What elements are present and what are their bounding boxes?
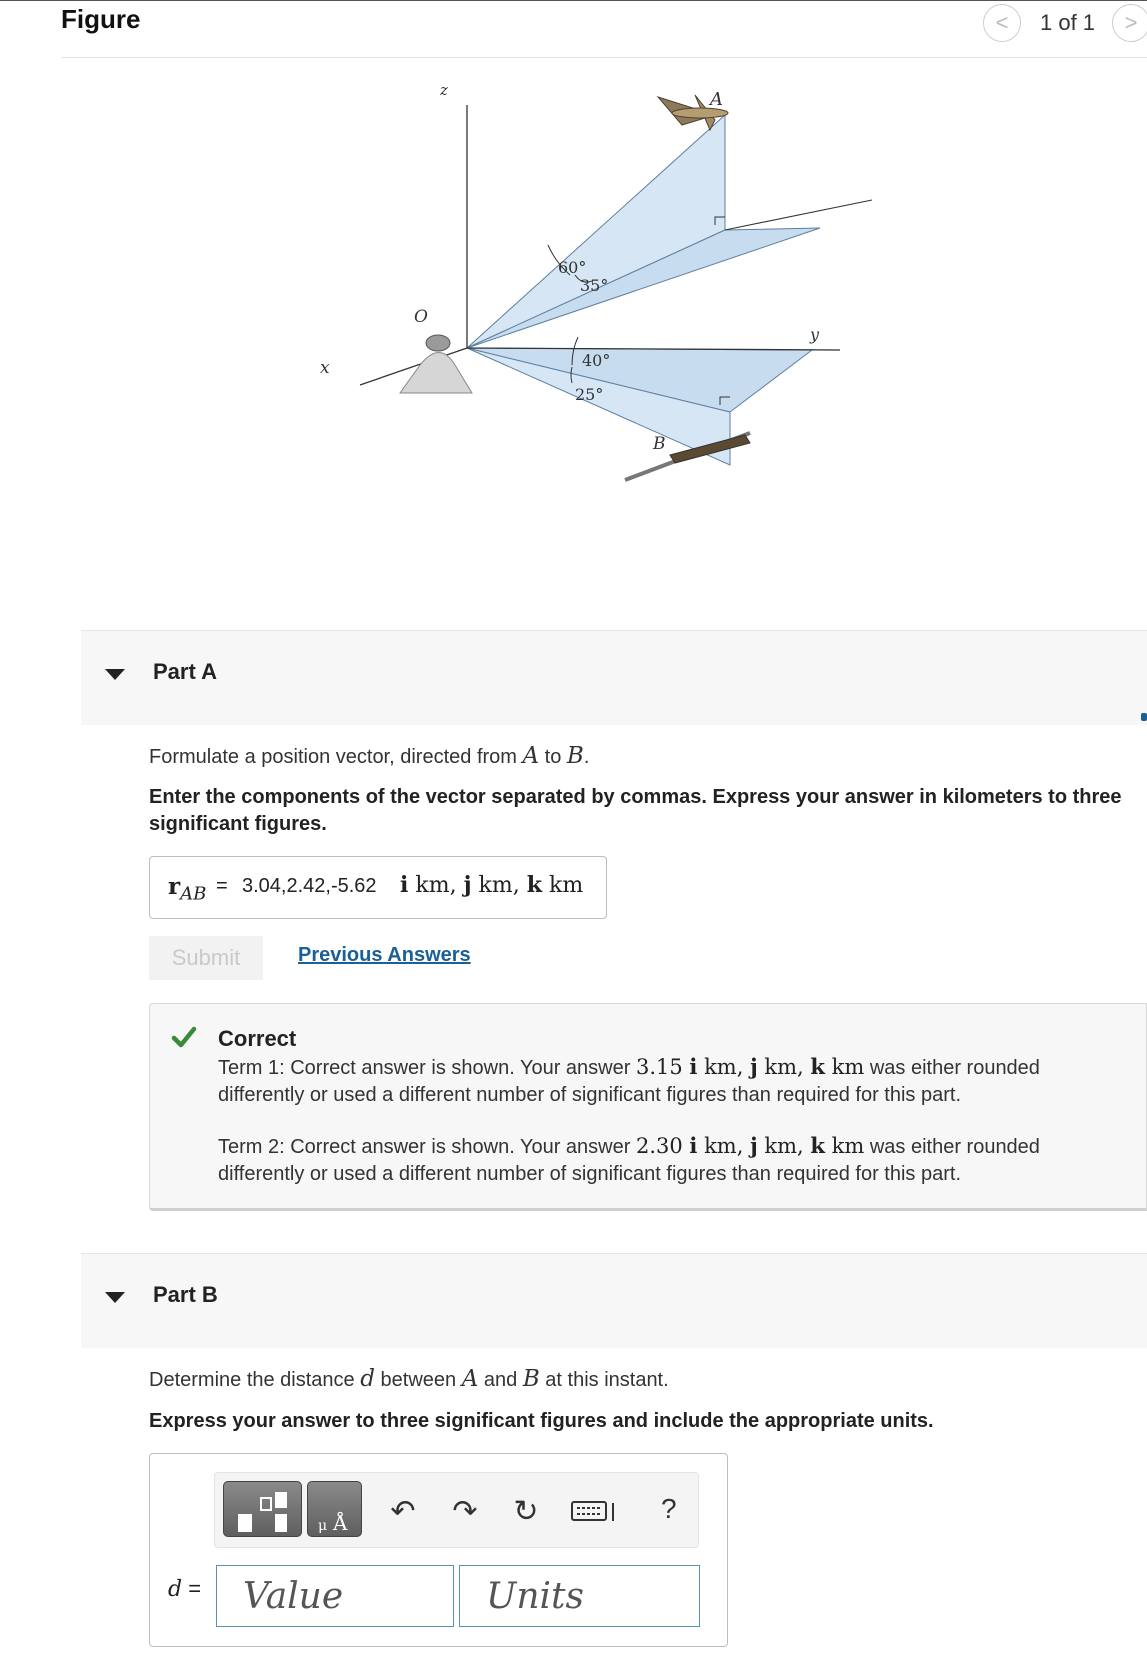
previous-answers-link[interactable]: Previous Answers <box>298 944 471 966</box>
math-toolbar <box>214 1472 699 1548</box>
figure-diagram <box>320 75 880 520</box>
label-a: A <box>710 89 723 110</box>
answer-equals: = <box>216 875 228 897</box>
next-figure-button[interactable] <box>1112 4 1147 42</box>
part-b-answer-box <box>149 1453 728 1647</box>
help-button[interactable]: ? <box>661 1493 677 1524</box>
label-angle-35: 35° <box>580 276 609 295</box>
part-a-title: Part A <box>153 659 217 684</box>
part-a-header[interactable] <box>81 630 1147 725</box>
label-angle-40: 40° <box>582 351 611 370</box>
collapse-triangle-icon <box>105 1292 125 1303</box>
label-z: z <box>440 81 448 99</box>
label-origin: O <box>414 307 428 327</box>
part-b-prompt: Determine the distance d between A and B at this instant. <box>149 1366 669 1392</box>
plane-a-vertical <box>467 115 725 348</box>
keyboard-icon[interactable] <box>571 1491 617 1531</box>
label-x: x <box>320 358 330 378</box>
part-b-header[interactable] <box>81 1253 1147 1348</box>
answer-variable: $r_{AB}$ <box>168 873 207 905</box>
units-input[interactable] <box>459 1565 700 1627</box>
reset-icon[interactable]: ↻ <box>513 1494 539 1528</box>
answer-units: i km, j km, k km <box>400 872 584 898</box>
feedback-term-1: Term 1: Correct answer is shown. Your answer 3.15 i km, j km, k km was either rounded differently or used a different number of significant figures than required for this part. <box>218 1054 1040 1106</box>
answer-value: 3.04,2.42,-5.62 <box>242 875 377 897</box>
chevron-right-icon: > <box>1124 10 1138 35</box>
units-symbols-button[interactable] <box>307 1481 362 1537</box>
undo-icon[interactable]: ↶ <box>390 1494 416 1528</box>
templates-button[interactable] <box>223 1481 302 1537</box>
part-a-answer-box <box>149 856 607 919</box>
previous-figure-button[interactable] <box>983 4 1021 42</box>
chevron-left-icon: < <box>995 10 1009 35</box>
a-ground-line <box>725 200 872 230</box>
part-b-instruction: Express your answer to three significant figures and include the appropriate units. <box>149 1410 934 1432</box>
feedback-term-2: Term 2: Correct answer is shown. Your answer 2.30 i km, j km, k km was either rounded differently or used a different number of significant figures than required for this part. <box>218 1133 1040 1185</box>
collapse-triangle-icon <box>105 669 125 680</box>
label-angle-60: 60° <box>558 258 587 277</box>
figure-title: Figure <box>61 4 141 34</box>
top-border <box>0 0 1147 1</box>
label-y: y <box>810 325 820 344</box>
svg-text:μ: μ <box>318 1518 328 1534</box>
checkmark-icon <box>171 1026 197 1048</box>
angstrom-icon <box>308 1482 363 1538</box>
submit-button[interactable]: Submit <box>149 936 263 980</box>
feedback-panel <box>149 1003 1147 1211</box>
part-a-prompt: Formulate a position vector, directed from A to B. <box>149 743 590 769</box>
distance-label: d = <box>168 1576 202 1602</box>
value-input[interactable] <box>216 1565 454 1627</box>
templates-icon <box>224 1482 303 1538</box>
part-a-status-marker <box>1141 713 1147 721</box>
figure-pager-count: 1 of 1 <box>1040 10 1096 35</box>
label-angle-25: 25° <box>575 385 604 404</box>
label-b: B <box>653 434 666 454</box>
redo-icon[interactable]: ↷ <box>452 1494 478 1528</box>
figure-divider <box>61 57 1147 58</box>
part-a-instruction: Enter the components of the vector separated by commas. Express your answer in kilometers to three significant figures. <box>149 786 1122 835</box>
part-b-title: Part B <box>153 1282 218 1307</box>
radar-station <box>400 335 472 393</box>
svg-text:Å: Å <box>333 1511 348 1535</box>
feedback-title: Correct <box>218 1026 297 1051</box>
